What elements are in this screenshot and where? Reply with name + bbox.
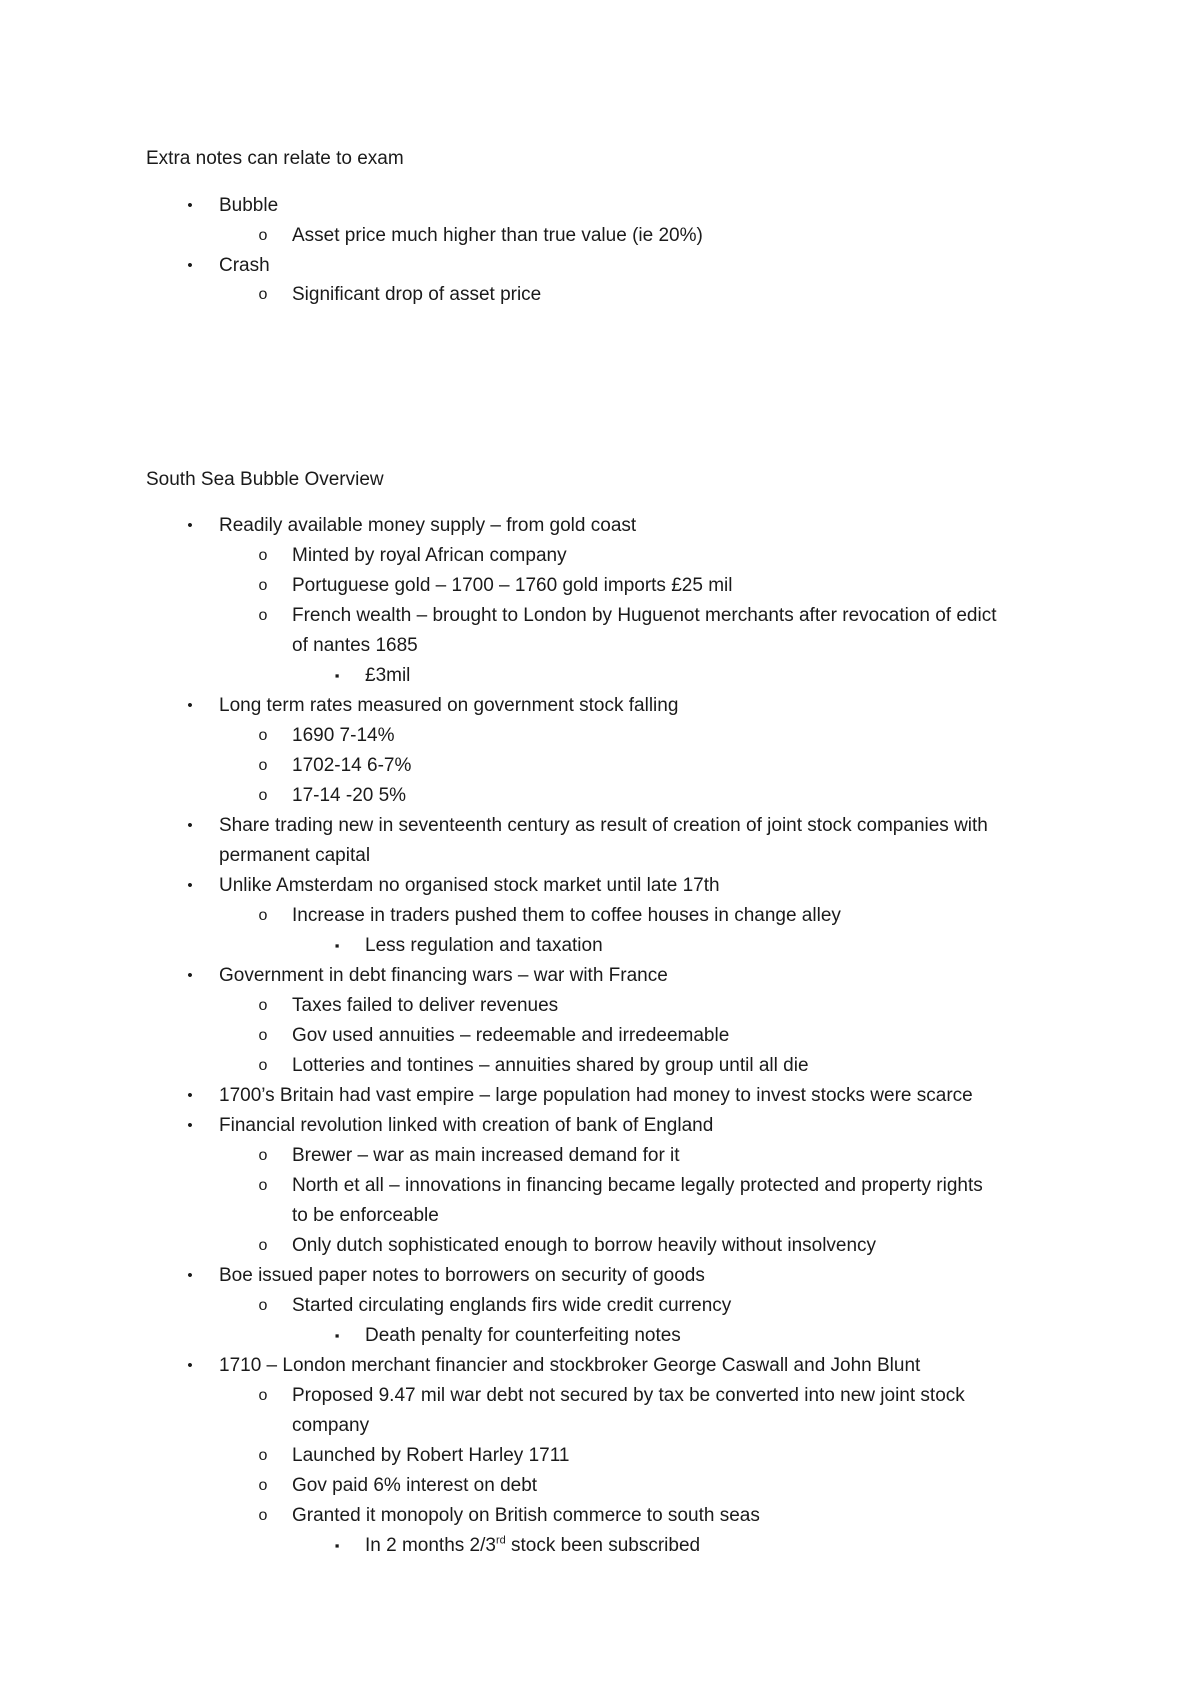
bullet-disc-icon: •: [187, 697, 193, 714]
bullet-square-icon: ▪: [334, 1538, 340, 1553]
list-item-text-main: Asset price much higher than true value (ie 20%): [292, 225, 703, 246]
list-item-text-main: 17-14 -20 5%: [292, 785, 407, 806]
list-item-text: [292, 604, 996, 628]
list-item-text: [292, 994, 558, 1018]
bullet-circle-icon: o: [258, 1477, 268, 1494]
list-item-text-main: Increase in traders pushed them to coffee houses in change alley: [292, 905, 841, 926]
bullet-circle-icon: o: [258, 1507, 268, 1524]
list-item-text: [219, 844, 370, 868]
bullet-disc-icon: •: [187, 257, 193, 274]
list-item-text-main: permanent capital: [219, 845, 371, 866]
list-item-text: [219, 514, 636, 538]
bullet-circle-icon: o: [258, 997, 268, 1014]
bullet-disc-icon: •: [187, 1117, 193, 1134]
list-item-text-main: Minted by royal African company: [292, 545, 567, 566]
list-item-text-main: 1700’s Britain had vast empire – large population had money to invest stocks were scarce: [219, 1085, 973, 1106]
list-item-text: [292, 544, 567, 568]
list-item-text-main: In 2 months 2/3: [365, 1535, 496, 1556]
bullet-circle-icon: o: [258, 1387, 268, 1404]
bullet-disc-icon: •: [187, 197, 193, 214]
bullet-disc-icon: •: [187, 817, 193, 834]
bullet-circle-icon: o: [258, 787, 268, 804]
bullet-disc-icon: •: [187, 877, 193, 894]
bullet-disc-icon: •: [187, 967, 193, 984]
bullet-square-icon: ▪: [334, 668, 340, 683]
list-item-text: [292, 1504, 760, 1528]
list-item-text: [219, 1084, 973, 1108]
list-item-text: [365, 664, 410, 688]
list-item-text-main: Lotteries and tontines – annuities shared by group until all die: [292, 1055, 809, 1076]
section-heading-extra-notes: Extra notes can relate to exam: [146, 148, 404, 169]
list-item-text-main: company: [292, 1415, 370, 1436]
list-item-text: [219, 964, 668, 988]
list-item-text-main: Crash: [219, 255, 270, 276]
list-item-text-main: Boe issued paper notes to borrowers on security of goods: [219, 1265, 705, 1286]
list-item-text: [292, 1234, 876, 1258]
list-item-text: [292, 724, 394, 748]
bullet-circle-icon: o: [258, 607, 268, 624]
list-item-text: [292, 1204, 439, 1228]
list-item-text-main: Significant drop of asset price: [292, 284, 542, 305]
list-item-text-main: Taxes failed to deliver revenues: [292, 995, 559, 1016]
list-item-text: [292, 1444, 569, 1468]
bullet-circle-icon: o: [258, 907, 268, 924]
list-item-text: [292, 1024, 729, 1048]
list-item-text: [292, 1144, 680, 1168]
bullet-circle-icon: o: [258, 227, 268, 244]
ordinal-superscript: rd: [495, 1534, 506, 1547]
bullet-circle-icon: o: [258, 1447, 268, 1464]
list-item-text: [292, 574, 732, 598]
list-item-text: [219, 1114, 713, 1138]
list-item-text: [219, 254, 270, 278]
bullet-disc-icon: •: [187, 1087, 193, 1104]
list-item-text-main: 1702-14 6-7%: [292, 755, 412, 776]
list-item-text: [292, 784, 406, 808]
section-heading-south-sea-bubble: South Sea Bubble Overview: [146, 469, 384, 490]
list-item-text: [292, 1054, 809, 1078]
list-item-text: [292, 224, 703, 248]
list-item-text: [219, 1354, 920, 1378]
list-item-text-main: Portuguese gold – 1700 – 1760 gold imports £25 mil: [292, 575, 733, 596]
list-item-text: [292, 1384, 965, 1408]
list-item-text-main: North et all – innovations in financing became legally protected and property rights: [292, 1175, 983, 1196]
list-item-text-main: Long term rates measured on government stock falling: [219, 695, 679, 716]
bullet-circle-icon: o: [258, 1027, 268, 1044]
bullet-disc-icon: •: [187, 517, 193, 534]
bullet-disc-icon: •: [187, 1267, 193, 1284]
list-item-text: [365, 1534, 700, 1558]
bullet-square-icon: ▪: [334, 1328, 340, 1343]
list-item-text: [365, 1324, 681, 1348]
list-item-text-tail: stock been subscribed: [505, 1535, 701, 1556]
list-item-text-main: to be enforceable: [292, 1205, 439, 1226]
list-item-text-main: 1710 – London merchant financier and stockbroker George Caswall and John Blunt: [219, 1355, 921, 1376]
list-item-text: [219, 1264, 705, 1288]
list-item-text-main: Only dutch sophisticated enough to borrow heavily without insolvency: [292, 1235, 877, 1256]
bullet-circle-icon: o: [258, 286, 268, 303]
list-item-text-main: French wealth – brought to London by Huguenot merchants after revocation of edict: [292, 605, 997, 626]
bullet-circle-icon: o: [258, 1177, 268, 1194]
list-item-text-main: Gov used annuities – redeemable and irredeemable: [292, 1025, 730, 1046]
list-item-text-main: Brewer – war as main increased demand for it: [292, 1145, 680, 1166]
bullet-circle-icon: o: [258, 1147, 268, 1164]
list-item-text: [219, 194, 278, 218]
bullet-circle-icon: o: [258, 727, 268, 744]
list-item-text-main: Granted it monopoly on British commerce to south seas: [292, 1505, 760, 1526]
list-item-text: [292, 634, 418, 658]
bullet-circle-icon: o: [258, 1297, 268, 1314]
list-item-text: [292, 1414, 369, 1438]
list-item-text: [292, 1294, 731, 1318]
list-item-text-main: Financial revolution linked with creation of bank of England: [219, 1115, 714, 1136]
list-item-text-main: Gov paid 6% interest on debt: [292, 1475, 538, 1496]
list-item-text: [219, 814, 988, 838]
list-item-text-main: £3mil: [365, 665, 411, 686]
list-item-text: [365, 934, 603, 958]
list-item-text: [292, 283, 541, 307]
bullet-circle-icon: o: [258, 1237, 268, 1254]
list-item-text-main: Unlike Amsterdam no organised stock market until late 17th: [219, 875, 720, 896]
list-item-text: [219, 874, 720, 898]
bullet-circle-icon: o: [258, 757, 268, 774]
list-item-text-main: Death penalty for counterfeiting notes: [365, 1325, 681, 1346]
bullet-circle-icon: o: [258, 577, 268, 594]
bullet-disc-icon: •: [187, 1357, 193, 1374]
list-item-text-main: Started circulating englands firs wide credit currency: [292, 1295, 732, 1316]
list-item-text-main: Government in debt financing wars – war with France: [219, 965, 668, 986]
bullet-circle-icon: o: [258, 547, 268, 564]
list-item-text-main: Share trading new in seventeenth century as result of creation of joint stock companies with: [219, 815, 988, 836]
list-item-text-main: 1690 7-14%: [292, 725, 395, 746]
list-item-text-main: Less regulation and taxation: [365, 935, 603, 956]
list-item-text-main: Proposed 9.47 mil war debt not secured by tax be converted into new joint stock: [292, 1385, 965, 1406]
bullet-circle-icon: o: [258, 1057, 268, 1074]
list-item-text-main: Launched by Robert Harley 1711: [292, 1445, 570, 1466]
list-item-text: [292, 904, 841, 928]
list-item-text: [292, 754, 411, 778]
list-item-text-main: of nantes 1685: [292, 635, 418, 656]
list-item-text: [292, 1474, 537, 1498]
list-item-text: [292, 1174, 983, 1198]
list-item-text-main: Readily available money supply – from gold coast: [219, 515, 637, 536]
list-item-text: [219, 694, 678, 718]
bullet-square-icon: ▪: [334, 938, 340, 953]
list-item-text-main: Bubble: [219, 195, 279, 216]
